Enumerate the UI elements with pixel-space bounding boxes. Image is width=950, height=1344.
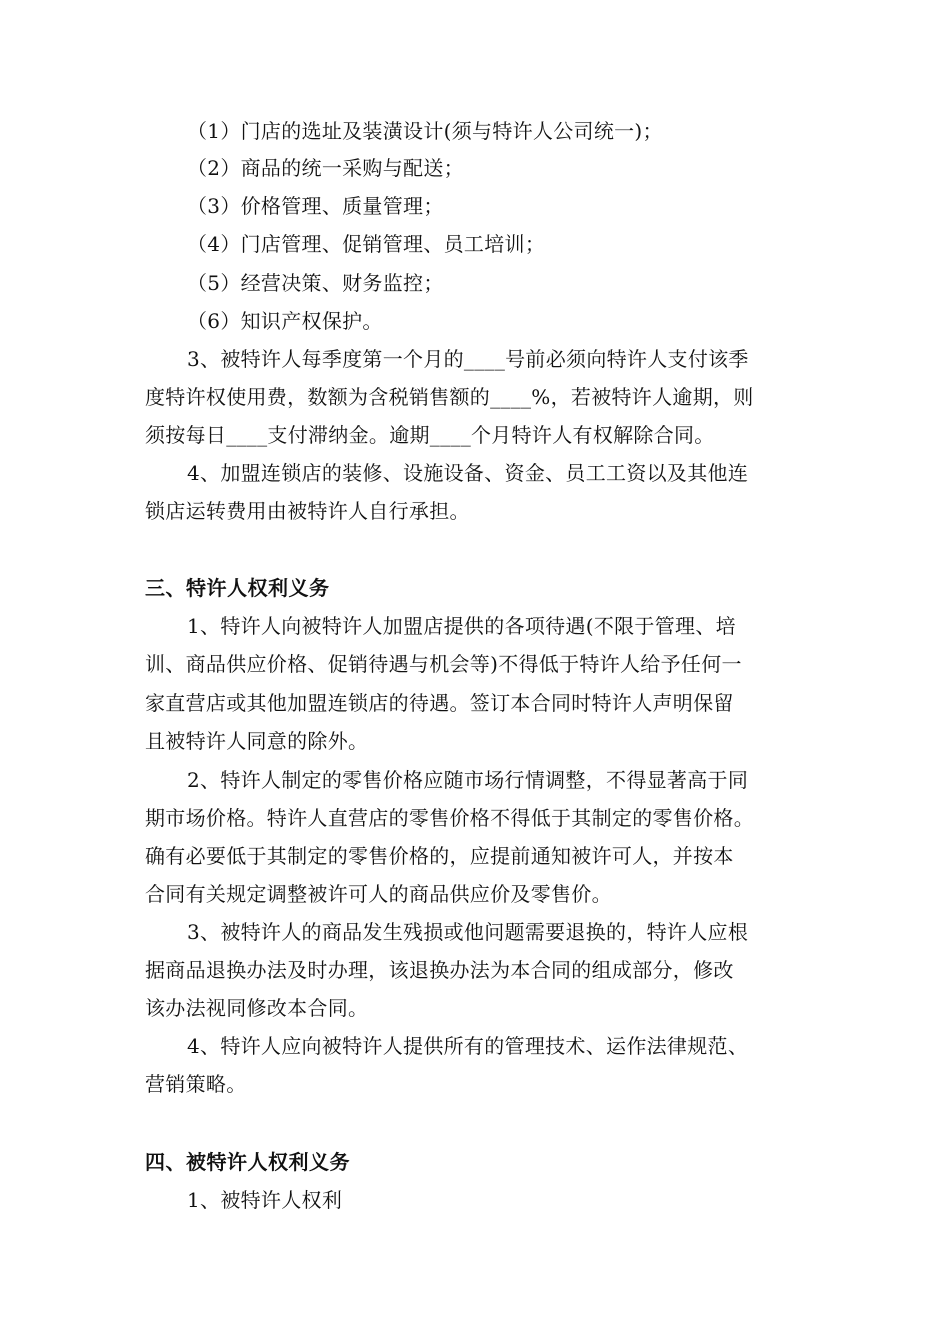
paragraph-line: 3、被特许人每季度第一个月的____号前必须向特许人支付该季: [187, 347, 749, 371]
paragraph-line: 锁店运转费用由被特许人自行承担。: [145, 499, 470, 523]
paragraph-line: 4、加盟连锁店的装修、设施设备、资金、员工工资以及其他连: [187, 461, 749, 485]
paragraph-line: 训、商品供应价格、促销待遇与机会等)不得低于特许人给予任何一: [145, 652, 742, 676]
paragraph-line: 须按每日____支付滞纳金。逾期____个月特许人有权解除合同。: [145, 423, 715, 447]
paragraph-line: 且被特许人同意的除外。: [145, 729, 369, 753]
paragraph-line: 1、特许人向被特许人加盟店提供的各项待遇(不限于管理、培: [187, 614, 736, 638]
section-heading-franchisee: 四、被特许人权利义务: [145, 1150, 350, 1174]
paragraph-line: 家直营店或其他加盟连锁店的待遇。签订本合同时特许人声明保留: [145, 691, 734, 715]
list-item-price-quality: （3）价格管理、质量管理；: [187, 194, 444, 218]
paragraph-line: 4、特许人应向被特许人提供所有的管理技术、运作法律规范、: [187, 1034, 749, 1058]
list-item-ip-protection: （6）知识产权保护。: [187, 309, 383, 333]
section-heading-franchisor: 三、特许人权利义务: [145, 576, 330, 600]
paragraph-line: 据商品退换办法及时办理，该退换办法为本合同的组成部分，修改: [145, 958, 734, 982]
paragraph-line: 营销策略。: [145, 1072, 247, 1096]
paragraph-line: 合同有关规定调整被许可人的商品供应价及零售价。: [145, 882, 612, 906]
subsection-heading-franchisee-rights: 1、被特许人权利: [187, 1188, 343, 1212]
list-item-store-location: （1）门店的选址及装潢设计(须与特许人公司统一)；: [187, 119, 663, 143]
list-item-decision-finance: （5）经营决策、财务监控；: [187, 271, 444, 295]
paragraph-line: 该办法视同修改本合同。: [145, 996, 369, 1020]
paragraph-line: 3、被特许人的商品发生残损或他问题需要退换的，特许人应根: [187, 920, 749, 944]
paragraph-line: 2、特许人制定的零售价格应随市场行情调整，不得显著高于同: [187, 768, 749, 792]
paragraph-line: 确有必要低于其制定的零售价格的，应提前通知被许可人，并按本: [145, 844, 734, 868]
paragraph-line: 期市场价格。特许人直营店的零售价格不得低于其制定的零售价格。: [145, 806, 754, 830]
paragraph-line: 度特许权使用费，数额为含税销售额的____%，若被特许人逾期，则: [145, 385, 754, 409]
list-item-purchasing: （2）商品的统一采购与配送；: [187, 156, 464, 180]
list-item-store-management: （4）门店管理、促销管理、员工培训；: [187, 232, 546, 256]
